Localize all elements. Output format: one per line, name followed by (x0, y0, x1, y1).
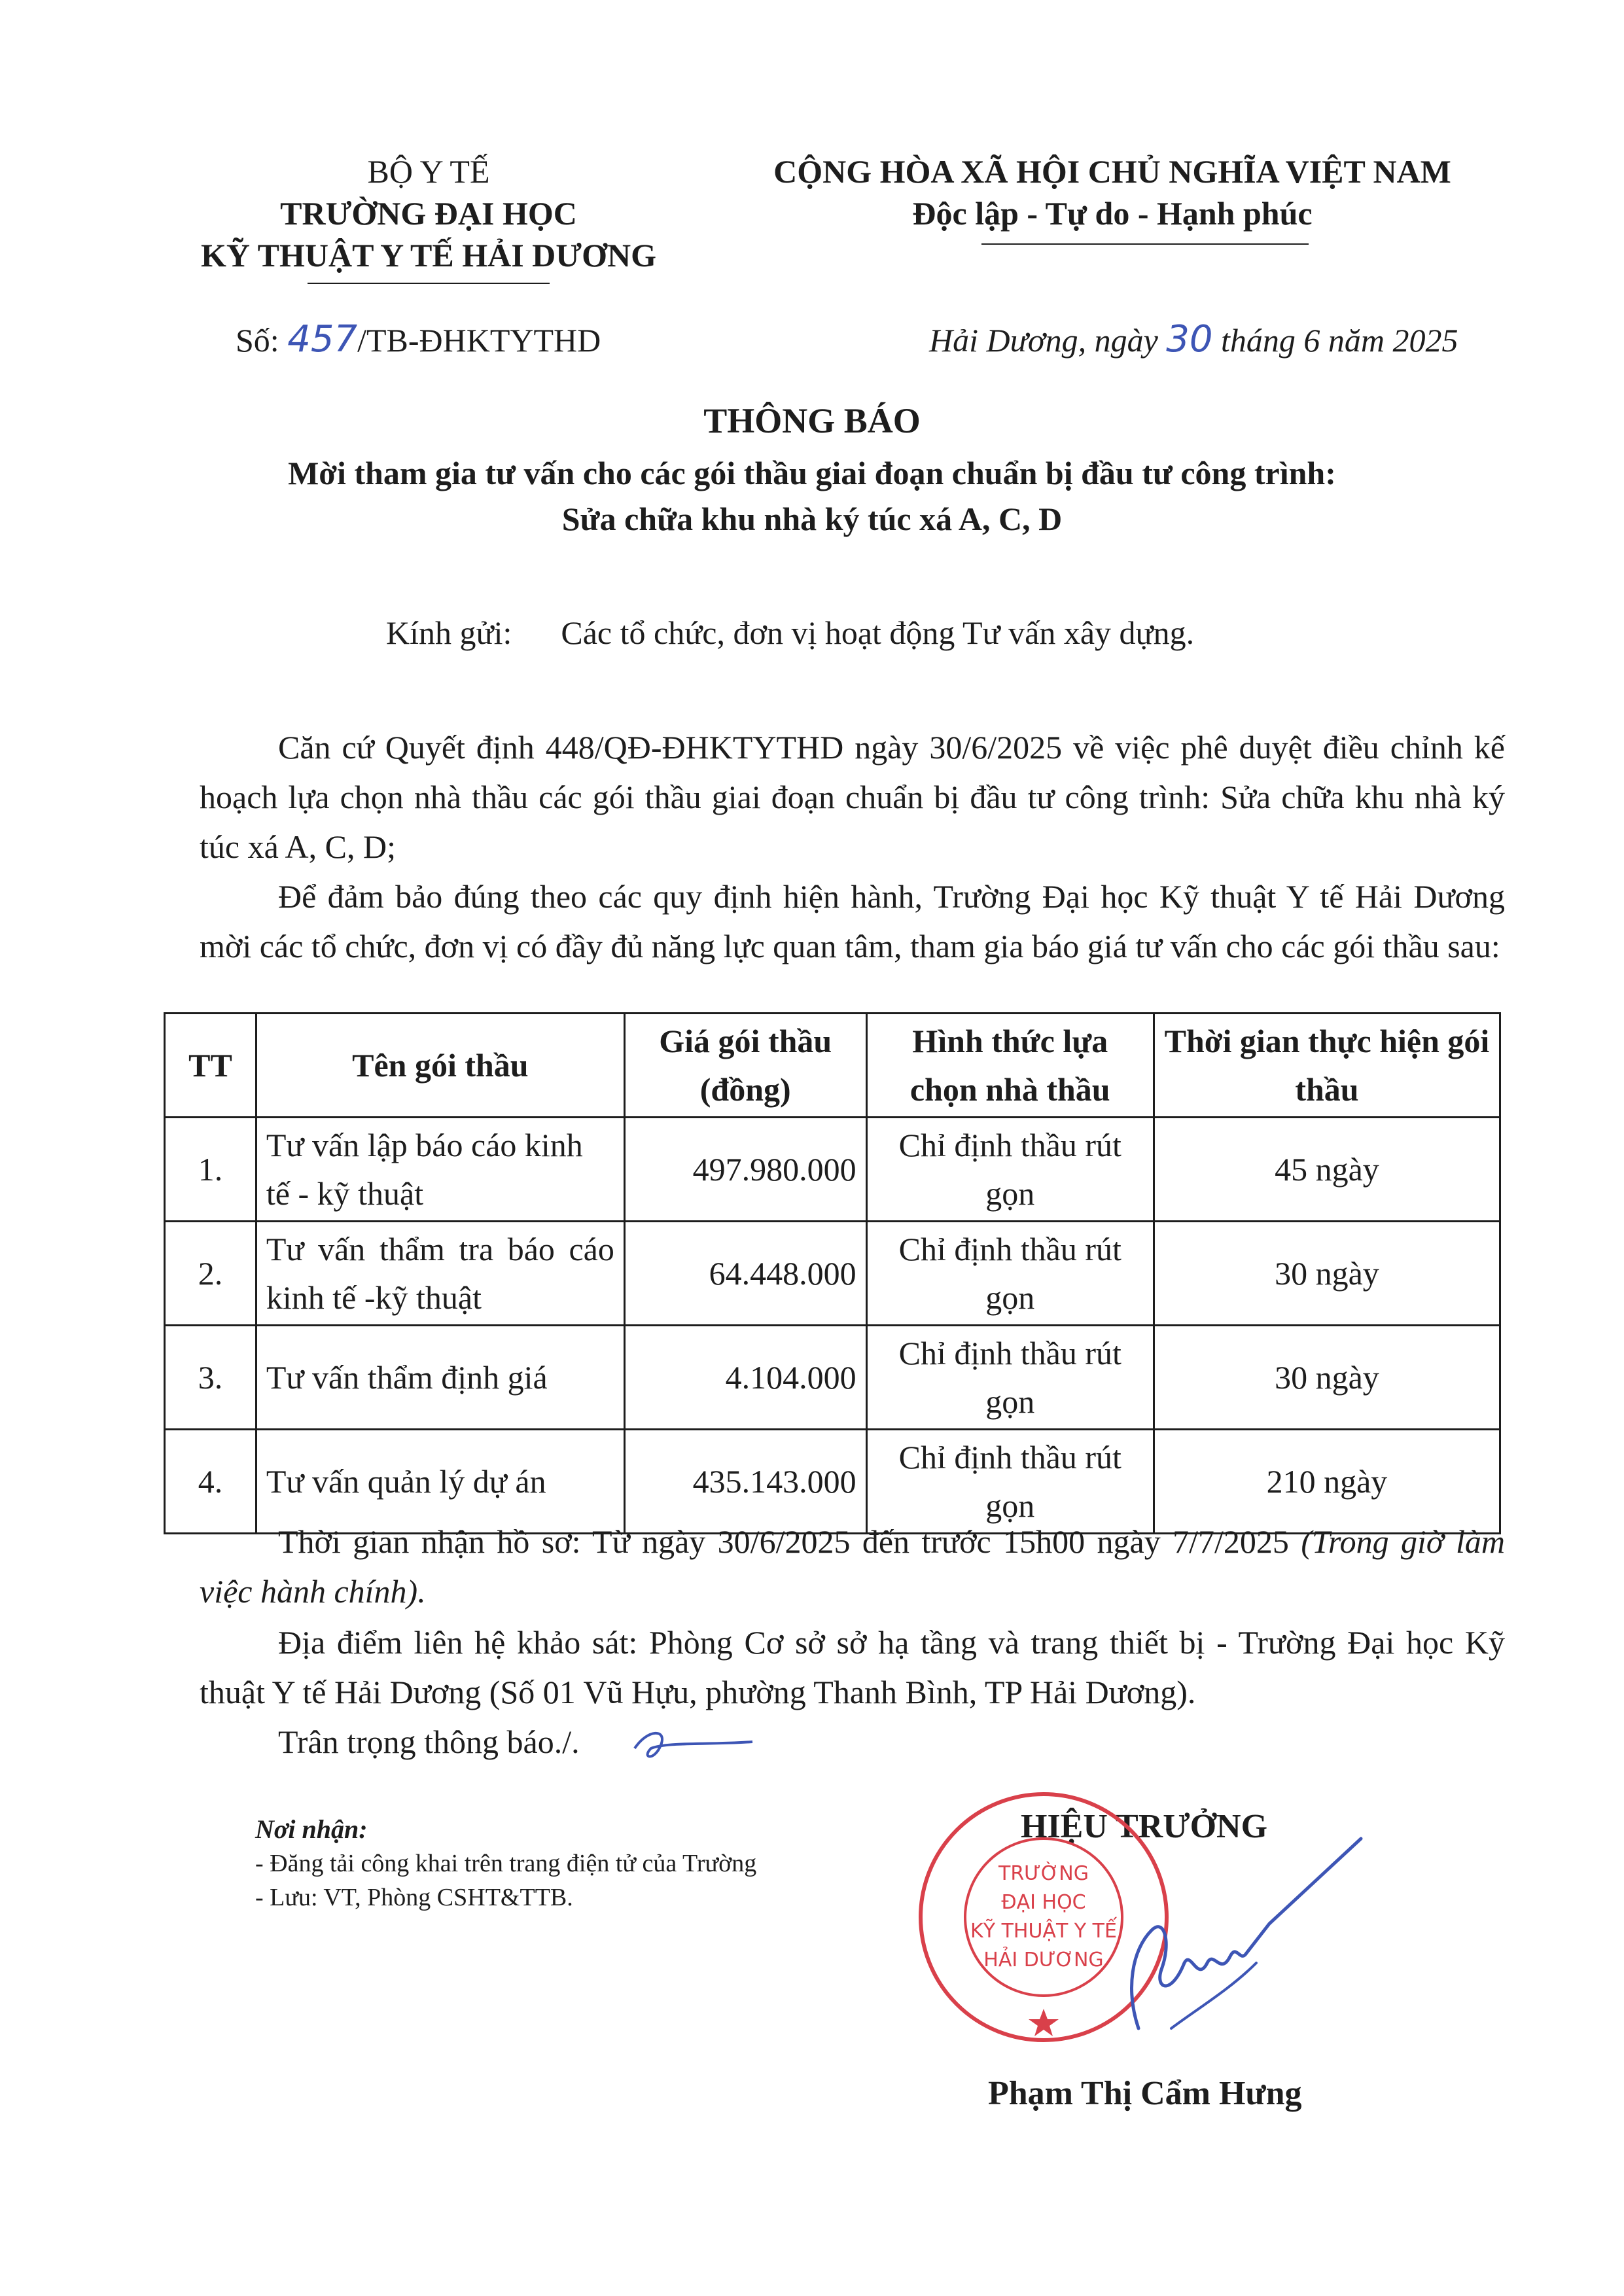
issuer-underline (308, 283, 550, 284)
signer-name: Phạm Thị Cẩm Hưng (988, 2075, 1302, 2112)
header-package-name: Tên gói thầu (256, 1014, 624, 1118)
date-prefix: Hải Dương, ngày (929, 322, 1158, 359)
document-number-suffix: /TB-ĐHKTYTHD (357, 322, 601, 359)
table-header-row (165, 1014, 1500, 1118)
document-subject-line1: Mời tham gia tư vấn cho các gói thầu giai đoạn chuẩn bị đầu tư công trình: (288, 455, 1336, 491)
header-method: Hình thức lựa chọn nhà thầu (866, 1014, 1154, 1118)
row-duration: 45 ngày (1154, 1118, 1500, 1222)
recipients-block (255, 1812, 756, 1915)
row-tt: 1. (165, 1118, 256, 1222)
row-tt: 2. (165, 1222, 256, 1326)
row-package-name: Tư vấn lập báo cáo kinh tế - kỹ thuật (256, 1118, 624, 1222)
closing-text: Trân trọng thông báo./. (278, 1723, 580, 1760)
row-method: Chỉ định thầu rút gọn (866, 1430, 1154, 1534)
header-tt: TT (165, 1014, 256, 1118)
row-price: 497.980.000 (624, 1118, 866, 1222)
greeting-recipients: Các tổ chức, đơn vị hoạt động Tư vấn xây dựng. (561, 614, 1195, 651)
stamp-line: TRƯỜNG (998, 1862, 1089, 1885)
row-package-name: Tư vấn quản lý dự án (256, 1430, 624, 1534)
row-method: Chỉ định thầu rút gọn (866, 1222, 1154, 1326)
issue-date (929, 318, 1458, 361)
date-day-handwritten: 30 (1166, 318, 1213, 361)
table-row (165, 1326, 1500, 1430)
receipt-time-note: (Trong giờ làm việc hành chính). (200, 1523, 1505, 1610)
stamp-line: ĐẠI HỌC (1001, 1891, 1086, 1914)
row-price: 435.143.000 (624, 1430, 866, 1534)
paragraph-legal-basis (200, 722, 1505, 872)
row-method: Chỉ định thầu rút gọn (866, 1326, 1154, 1430)
table-row (165, 1118, 1500, 1222)
paragraph-receipt-time (200, 1517, 1505, 1616)
motto-underline (981, 243, 1309, 245)
stamp-line: HẢI DƯƠNG (983, 1949, 1104, 1971)
header-price: Giá gói thầu (đồng) (624, 1014, 866, 1118)
national-motto: Độc lập - Tự do - Hạnh phúc (912, 195, 1313, 232)
document-number-handwritten: 457 (287, 318, 358, 361)
document-title: THÔNG BÁO (703, 401, 921, 440)
row-tt: 3. (165, 1326, 256, 1430)
row-price: 4.104.000 (624, 1326, 866, 1430)
row-tt: 4. (165, 1430, 256, 1534)
school-name-line1: TRƯỜNG ĐẠI HỌC (280, 195, 577, 232)
recipients-label: Nơi nhận: (255, 1814, 368, 1844)
row-duration: 30 ngày (1154, 1326, 1500, 1430)
signer-title: HIỆU TRƯỞNG (1021, 1808, 1268, 1845)
bid-package-table (164, 1012, 1501, 1534)
document-subject-line2: Sửa chữa khu nhà ký túc xá A, C, D (561, 501, 1063, 537)
paragraph-closing (200, 1717, 1505, 1767)
school-name-line2: KỸ THUẬT Y TẾ HẢI DƯƠNG (201, 237, 656, 274)
handwritten-signature (1099, 1832, 1374, 2068)
date-suffix: tháng 6 năm 2025 (1221, 322, 1458, 359)
greeting (386, 614, 1194, 652)
national-header (726, 150, 1498, 234)
receipt-time-text: Thời gian nhận hồ sơ: Từ ngày 30/6/2025 đến trước 15h00 ngày 7/7/2025 (278, 1523, 1289, 1560)
document-number-label: Số: (236, 322, 279, 359)
greeting-label: Kính gửi: (386, 614, 512, 651)
paragraph-contact (200, 1617, 1505, 1717)
stamp-line: KỸ THUẬT Y TẾ (970, 1920, 1117, 1943)
table-row (165, 1222, 1500, 1326)
initial-flourish (628, 1722, 759, 1768)
paragraph-invitation (200, 872, 1505, 971)
issuer-block (157, 150, 700, 276)
paragraph-legal-basis-text: Căn cứ Quyết định 448/QĐ-ĐHKTYTHD ngày 30/6/2025 về việc phê duyệt điều chỉnh kế hoạch lựa chọn nhà thầu các gói thầu giai đoạn chuẩn bị đầu tư công trình: Sửa chữa khu nhà ký túc xá A, C, D; (200, 729, 1505, 865)
ministry-name: BỘ Y TẾ (367, 153, 490, 190)
contact-text: Địa điểm liên hệ khảo sát: Phòng Cơ sở sở hạ tầng và trang thiết bị - Trường Đại học Kỹ thuật Y tế Hải Dương (Số 01 Vũ Hựu, phường Thanh Bình, TP Hải Dương). (200, 1624, 1505, 1710)
row-duration: 30 ngày (1154, 1222, 1500, 1326)
header-duration: Thời gian thực hiện gói thầu (1154, 1014, 1500, 1118)
recipient-item: - Lưu: VT, Phòng CSHT&TTB. (255, 1884, 573, 1911)
row-price: 64.448.000 (624, 1222, 866, 1326)
paragraph-invitation-text: Để đảm bảo đúng theo các quy định hiện hành, Trường Đại học Kỹ thuật Y tế Hải Dương mời các tổ chức, đơn vị có đầy đủ năng lực quan tâm, tham gia báo giá tư vấn cho các gói thầu sau: (200, 878, 1505, 964)
country-name: CỘNG HÒA XÃ HỘI CHỦ NGHĨA VIỆT NAM (773, 153, 1451, 190)
row-method: Chỉ định thầu rút gọn (866, 1118, 1154, 1222)
row-package-name: Tư vấn thẩm định giá (256, 1326, 624, 1430)
document-number (236, 318, 601, 361)
row-package-name: Tư vấn thẩm tra báo cáo kinh tế -kỹ thuật (256, 1222, 624, 1326)
recipient-item: - Đăng tải công khai trên trang điện tử của Trường (255, 1850, 757, 1877)
row-duration: 210 ngày (1154, 1430, 1500, 1534)
